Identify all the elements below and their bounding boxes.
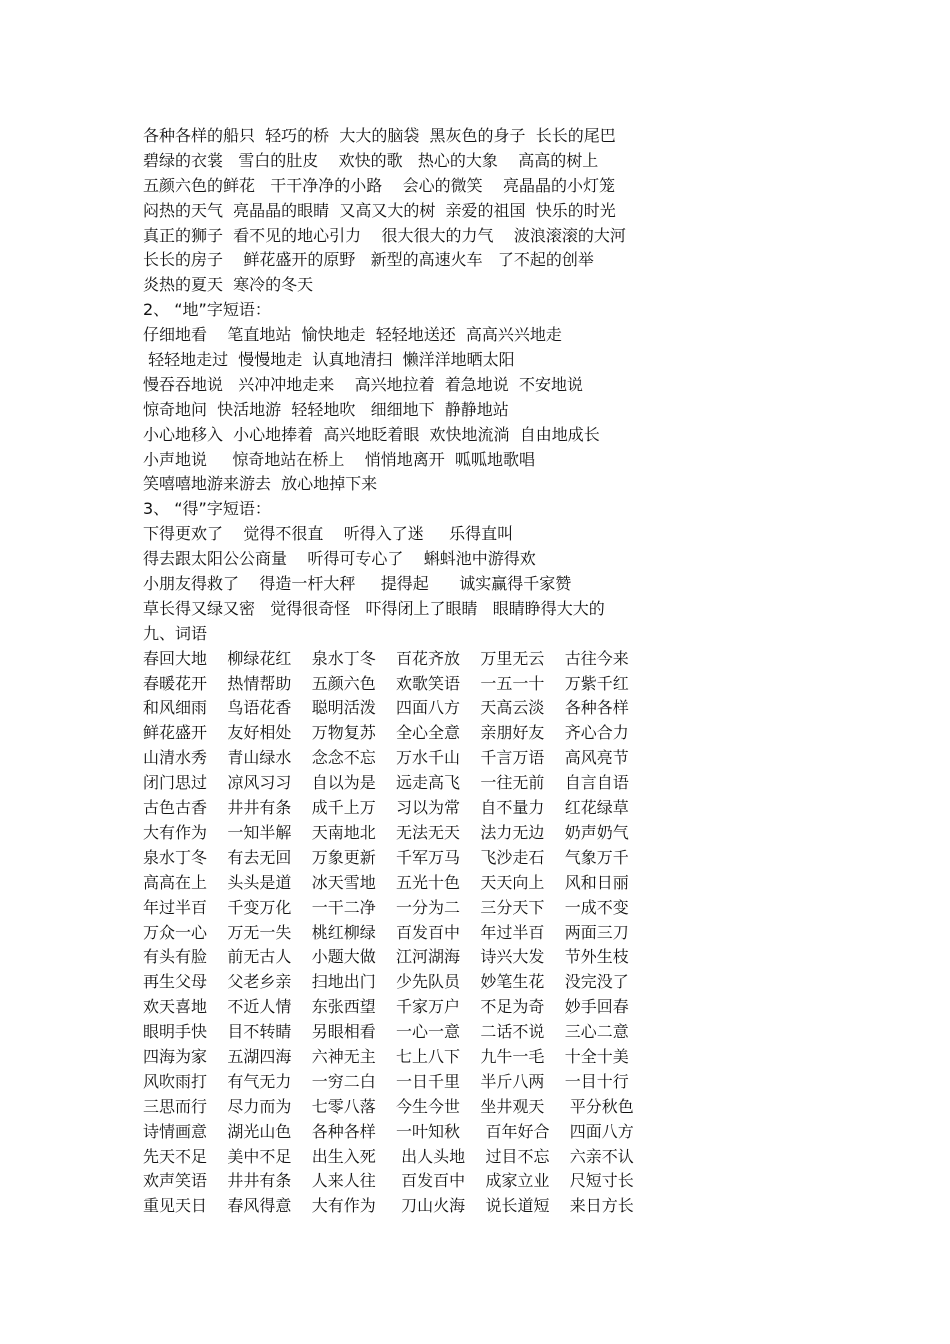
text-line: 真正的狮子 看不见的地心引力 很大很大的力气 波浪滚滚的大河: [143, 225, 626, 245]
idiom-row: 和风细雨 鸟语花香 聪明活泼 四面八方 天高云淡 各种各样: [143, 698, 629, 718]
idiom-row: 春暖花开 热情帮助 五颜六色 欢歌笑语 一五一十 万紫千红: [143, 673, 629, 693]
section-heading: 2、 “地”字短语：: [143, 300, 271, 320]
text-line: 草长得又绿又密 觉得很奇怪 吓得闭上了眼睛 眼睛睁得大大的: [143, 598, 605, 618]
idiom-row: 闭门思过 凉风习习 自以为是 远走高飞 一往无前 自言自语: [143, 773, 629, 793]
text-line: 慢吞吞地说 兴冲冲地走来 高兴地拉着 着急地说 不安地说: [143, 374, 583, 394]
idiom-row: 四海为家 五湖四海 六神无主 七上八下 九牛一毛 十全十美: [143, 1046, 629, 1066]
idiom-row: 春回大地 柳绿花红 泉水丁冬 百花齐放 万里无云 古往今来: [143, 648, 629, 668]
document-page: [143, 124, 863, 1219]
idiom-row: 大有作为 一知半解 天南地北 无法无天 法力无边 奶声奶气: [143, 822, 629, 842]
text-line: 各种各样的船只 轻巧的桥 大大的脑袋 黑灰色的身子 长长的尾巴: [143, 126, 616, 145]
section-heading: 九、词语: [143, 623, 208, 643]
idiom-row: 诗情画意 湖光山色 各种各样 一叶知秋 百年好合 四面八方: [143, 1121, 634, 1141]
idiom-row: 眼明手快 目不转睛 另眼相看 一心一意 二话不说 三心二意: [143, 1022, 629, 1042]
idiom-row: 年过半百 千变万化 一干二净 一分为二 三分天下 一成不变: [143, 897, 629, 917]
idiom-row: 鲜花盛开 友好相处 万物复苏 全心全意 亲朋好友 齐心合力: [143, 723, 629, 743]
idiom-row: 先天不足 美中不足 出生入死 出人头地 过目不忘 六亲不认: [143, 1146, 634, 1166]
idiom-row: 泉水丁冬 有去无回 万象更新 千军万马 飞沙走石 气象万千: [143, 847, 629, 867]
idiom-row: 欢天喜地 不近人情 东张西望 千家万户 不足为奇 妙手回春: [143, 997, 629, 1017]
idiom-row: 风吹雨打 有气无力 一穷二白 一日千里 半斤八两 一目十行: [143, 1071, 629, 1091]
idiom-row: 古色古香 井井有条 成千上万 习以为常 自不量力 红花绿草: [143, 798, 629, 818]
text-line: 小声地说 惊奇地站在桥上 悄悄地离开 呱呱地歌唱: [143, 449, 535, 469]
idiom-row: 山清水秀 青山绿水 念念不忘 万水千山 千言万语 高风亮节: [143, 748, 629, 768]
idiom-row: 重见天日 春风得意 大有作为 刀山火海 说长道短 来日方长: [143, 1196, 634, 1216]
text-line: 碧绿的衣裳 雪白的肚皮 欢快的歌 热心的大象 高高的树上: [143, 150, 599, 170]
idiom-row: 三思而行 尽力而为 七零八落 今生今世 坐井观天 平分秋色: [143, 1096, 634, 1116]
text-line: 炎热的夏天 寒冷的冬天: [143, 275, 314, 295]
text-line: 长长的房子 鲜花盛开的原野 新型的高速火车 了不起的创举: [143, 250, 594, 270]
text-line: 下得更欢了 觉得不很直 听得入了迷 乐得直叫: [143, 524, 514, 544]
text-line: 惊奇地问 快活地游 轻轻地吹 细细地下 静静地站: [143, 399, 509, 419]
text-line: 小心地移入 小心地捧着 高兴地眨着眼 欢快地流淌 自由地成长: [143, 424, 600, 444]
text-line: 小朋友得救了 得造一杆大秤 提得起 诚实赢得千家赞: [143, 574, 572, 594]
idiom-row: 有头有脸 前无古人 小题大做 江河湖海 诗兴大发 节外生枝: [143, 947, 629, 967]
text-line: 轻轻地走过 慢慢地走 认真地清扫 懒洋洋地晒太阳: [143, 350, 515, 370]
idiom-row: 高高在上 头头是道 冰天雪地 五光十色 天天向上 风和日丽: [143, 872, 629, 892]
text-line: 仔细地看 笔直地站 愉快地走 轻轻地送还 高高兴兴地走: [143, 325, 562, 345]
idiom-row: 欢声笑语 井井有条 人来人往 百发百中 成家立业 尺短寸长: [143, 1171, 634, 1191]
text-line: 五颜六色的鲜花 干干净净的小路 会心的微笑 亮晶晶的小灯笼: [143, 175, 615, 195]
text-line: 得去跟太阳公公商量 听得可专心了 蝌蚪池中游得欢: [143, 549, 536, 569]
section-heading: 3、 “得”字短语：: [143, 499, 271, 519]
text-line: 笑嘻嘻地游来游去 放心地掉下来: [143, 474, 378, 494]
idiom-row: 万众一心 万无一失 桃红柳绿 百发百中 年过半百 两面三刀: [143, 922, 629, 942]
text-line: 闷热的天气 亮晶晶的眼睛 又高又大的树 亲爱的祖国 快乐的时光: [143, 200, 616, 220]
idiom-row: 再生父母 父老乡亲 扫地出门 少先队员 妙笔生花 没完没了: [143, 972, 629, 992]
